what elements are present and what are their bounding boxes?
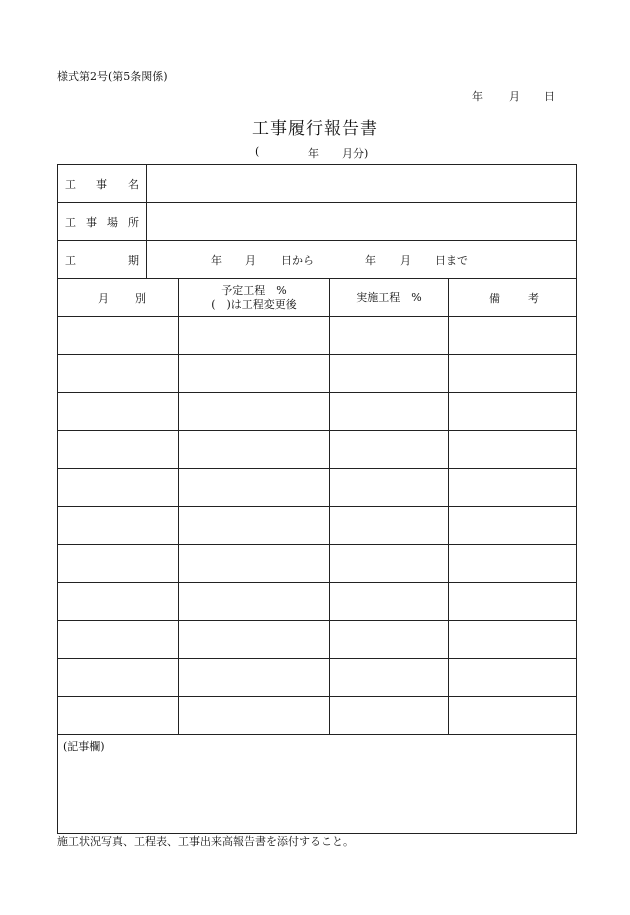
cell-planned[interactable] [179, 621, 330, 659]
cell-remarks[interactable] [449, 659, 577, 697]
cell-remarks[interactable] [449, 697, 577, 735]
cell-planned[interactable] [179, 507, 330, 545]
subtitle-month: 月分) [342, 147, 369, 160]
table-row [58, 431, 577, 469]
cell-remarks[interactable] [449, 545, 577, 583]
header-date-year: 年 [472, 90, 483, 103]
notes-field[interactable] [58, 735, 577, 834]
footer-note: 施工状況写真、工程表、工事出来高報告書を添付すること。 [57, 835, 354, 848]
cell-month[interactable] [58, 659, 179, 697]
label-construction-site [58, 203, 147, 241]
planned-line2: ( )は工程変更後 [211, 297, 297, 311]
subtitle-year: 年 [308, 147, 319, 160]
cell-actual[interactable] [330, 697, 449, 735]
cell-remarks[interactable] [449, 583, 577, 621]
cell-actual[interactable] [330, 469, 449, 507]
period-day-from: 日から [281, 253, 314, 267]
table-row [58, 697, 577, 735]
page-title: 工事履行報告書 [252, 119, 378, 139]
cell-planned[interactable] [179, 355, 330, 393]
cell-planned[interactable] [179, 469, 330, 507]
label-period [58, 241, 147, 279]
cell-month[interactable] [58, 431, 179, 469]
cell-planned[interactable] [179, 393, 330, 431]
period-month-to: 月 [400, 253, 411, 267]
cell-planned[interactable] [179, 659, 330, 697]
cell-remarks[interactable] [449, 469, 577, 507]
data-rows [58, 317, 577, 735]
header-char: 考 [528, 291, 539, 305]
cell-month[interactable] [58, 317, 179, 355]
table-row [58, 659, 577, 697]
table-row [58, 621, 577, 659]
label-construction-name [58, 165, 147, 203]
header-date-day: 日 [544, 90, 555, 103]
planned-line1: 予定工程 % [221, 283, 287, 297]
cell-month[interactable] [58, 697, 179, 735]
cell-remarks[interactable] [449, 431, 577, 469]
cell-actual[interactable] [330, 431, 449, 469]
period-day-to: 日まで [435, 253, 468, 267]
cell-actual[interactable] [330, 545, 449, 583]
cell-month[interactable] [58, 545, 179, 583]
label-char: 工 [65, 253, 76, 267]
cell-actual[interactable] [330, 393, 449, 431]
cell-remarks[interactable] [449, 355, 577, 393]
construction-name-field[interactable] [147, 165, 577, 203]
cell-month[interactable] [58, 621, 179, 659]
cell-actual[interactable] [330, 583, 449, 621]
cell-month[interactable] [58, 393, 179, 431]
cell-month[interactable] [58, 507, 179, 545]
label-char: 場 [107, 215, 118, 229]
construction-period-field[interactable] [147, 241, 577, 279]
cell-month[interactable] [58, 355, 179, 393]
period-year-to: 年 [365, 253, 376, 267]
table-row [58, 545, 577, 583]
cell-planned[interactable] [179, 431, 330, 469]
cell-planned[interactable] [179, 697, 330, 735]
cell-planned[interactable] [179, 317, 330, 355]
label-char: 事 [86, 215, 97, 229]
label-char: 名 [128, 177, 139, 191]
header-planned-progress [179, 279, 330, 317]
cell-remarks[interactable] [449, 621, 577, 659]
table-row [58, 393, 577, 431]
table-row [58, 507, 577, 545]
subtitle-open: ( [255, 145, 260, 158]
label-char: 事 [96, 177, 107, 191]
cell-month[interactable] [58, 583, 179, 621]
form-number: 様式第2号(第5条関係) [57, 70, 168, 83]
cell-remarks[interactable] [449, 317, 577, 355]
cell-planned[interactable] [179, 583, 330, 621]
cell-actual[interactable] [330, 355, 449, 393]
cell-actual[interactable] [330, 659, 449, 697]
label-char: 所 [128, 215, 139, 229]
notes-label: (記事欄) [63, 740, 105, 753]
table-row [58, 355, 577, 393]
construction-site-field[interactable] [147, 203, 577, 241]
header-date-month: 月 [509, 90, 520, 103]
table-row [58, 583, 577, 621]
cell-actual[interactable] [330, 317, 449, 355]
cell-actual[interactable] [330, 507, 449, 545]
label-char: 工 [65, 215, 76, 229]
report-table [57, 164, 577, 834]
period-year-from: 年 [211, 253, 222, 267]
header-month [58, 279, 179, 317]
cell-remarks[interactable] [449, 507, 577, 545]
header-actual-progress: 実施工程 % [330, 279, 449, 317]
cell-month[interactable] [58, 469, 179, 507]
cell-remarks[interactable] [449, 393, 577, 431]
cell-planned[interactable] [179, 545, 330, 583]
label-char: 工 [65, 177, 76, 191]
header-char: 別 [135, 291, 146, 305]
label-char: 期 [128, 253, 139, 267]
table-row [58, 317, 577, 355]
header-char: 備 [489, 291, 500, 305]
header-remarks [449, 279, 577, 317]
header-char: 月 [98, 291, 109, 305]
period-month-from: 月 [245, 253, 256, 267]
cell-actual[interactable] [330, 621, 449, 659]
table-row [58, 469, 577, 507]
